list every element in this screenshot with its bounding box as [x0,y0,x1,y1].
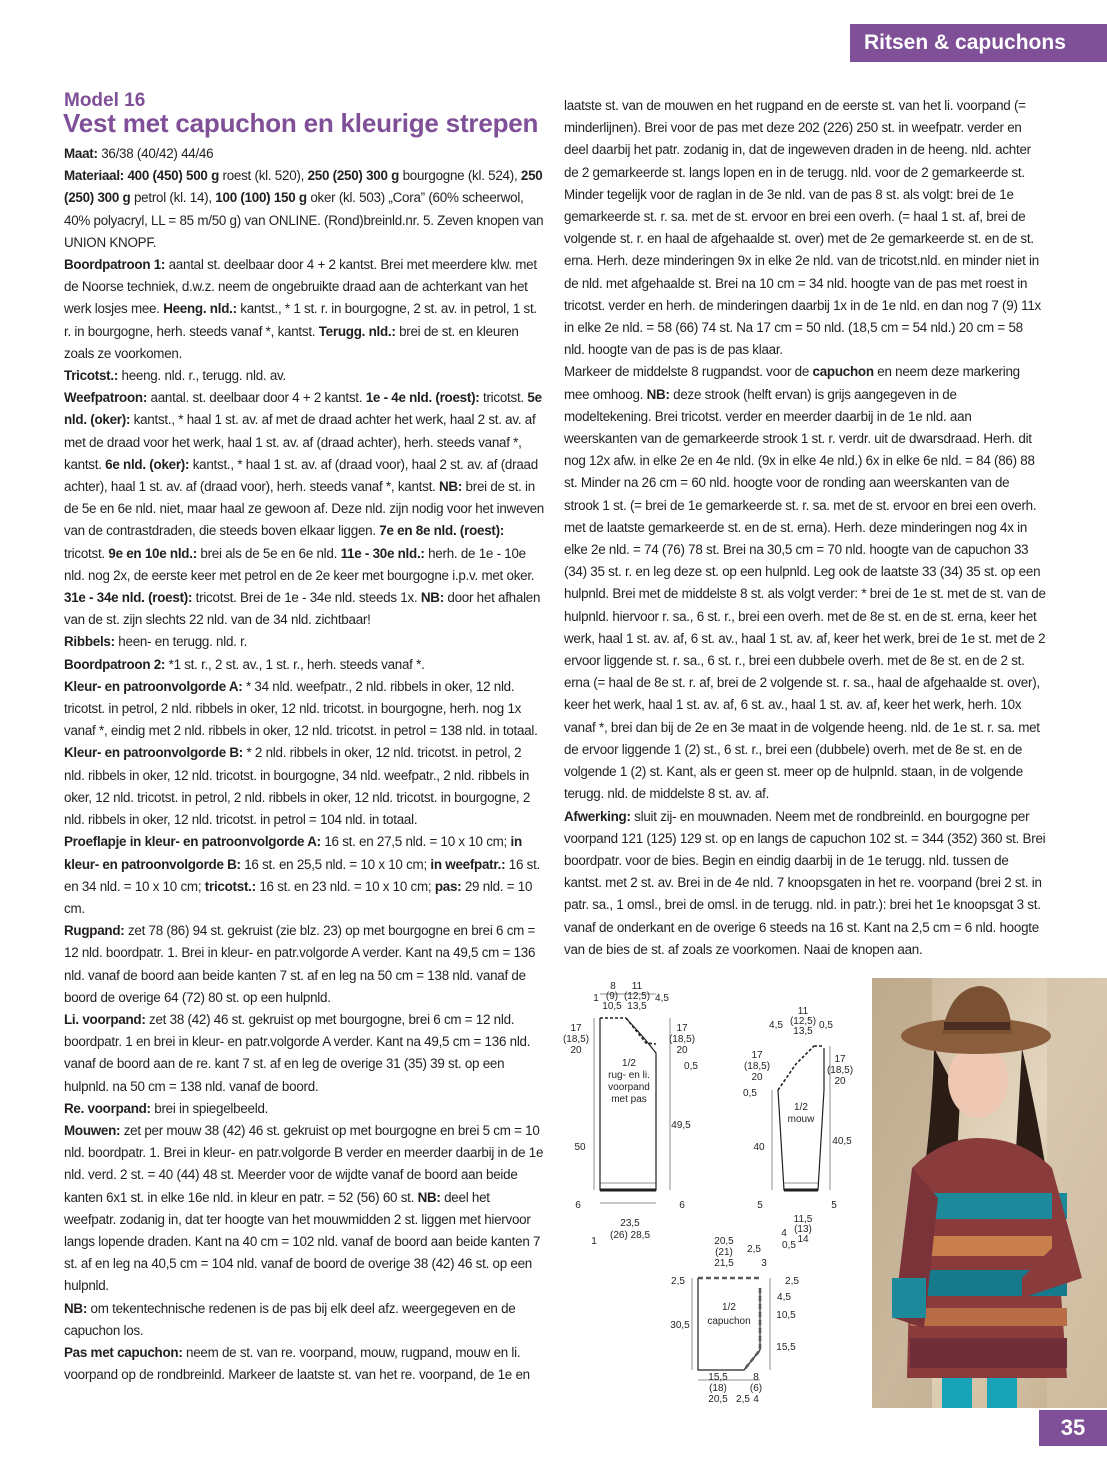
sleeve-top-2: (12,5) [789,1016,817,1027]
instruction-text: Markeer de middelste 8 rugpandst. voor de [564,364,813,380]
instruction-text: roest (kl. 520), [219,168,308,184]
term-heading: in weefpatr.: [430,856,506,872]
model-label: Model 16 [64,90,146,111]
term-heading: 1e - 4e nld. (roest): [365,390,480,406]
instruction-text: en neem deze markering mee omhoog. [564,364,1020,402]
instruction-text: 16 st. en 34 nld. = 10 x 10 cm; [64,856,541,894]
term-heading: 9e en 10e nld.: [108,545,197,561]
instruction-text: brei de st. in de 5e en 6e nld. niet, maar haal ze gewoon af. Deze nld. zijn nodig voor het inweven van de contrastdraden, die steeds boven elkaar liggen. [64,479,544,539]
front-top-2: (9) [605,991,619,1002]
hood-labels [670,1236,799,1405]
front-left-2: (18,5) [562,1034,590,1045]
term-heading: NB: [417,1189,441,1205]
hood-bottom-5: 8 [753,1372,759,1383]
hood-label-2: capuchon [707,1316,751,1327]
sleeve-top-3: 13,5 [793,1026,813,1037]
term-heading: 7e en 8e nld. (roest): [379,523,505,539]
hood-schematic [692,1278,770,1380]
instructions-column-right [564,95,1046,961]
instruction-text: kantst., * 1 st. r. in bourgogne, 2 st. av. in petrol, 1 st. r. in bourgogne, herh. steeds vanaf *, kantst. [64,301,537,339]
sleeve-top-1: 11 [797,1006,809,1017]
term-heading: Li. voorpand: [64,1011,146,1027]
instruction-text: brei de st. en kleuren zoals ze voorkomen. [64,323,519,361]
instruction-text: deel het weefpatr. zodanig in, dat ter hoogte van het mouwmidden 2 st. liggen met hiervoor langs lopende draden. Kant na 40 cm = 102 nld. vanaf de boord aan beide kanten 7 st. af en leg na 40,5 cm = 104 nld. vanaf de boord de overige 38 (42) 46 st. op een hulpnld. [64,1189,541,1294]
front-right-1: 17 [676,1023,688,1034]
instruction-text: heeng. nld. r., terugg. nld. av. [118,368,286,384]
instruction-text: 29 nld. = 10 cm. [64,878,533,916]
sleeve-right-2: (18,5) [826,1065,854,1076]
instruction-text: brei in spiegelbeeld. [150,1100,269,1116]
instructions-column-left [64,143,544,1386]
front-top-4: 11 [631,981,643,992]
hood-bottom-7: 4 [753,1394,759,1405]
colL-paragraph [64,1298,544,1342]
colL-paragraph [64,676,544,743]
front-labels [563,981,698,1247]
front-label-2: rug- en li. [608,1070,650,1081]
colL-paragraph [64,1120,544,1298]
instruction-text: tricotst. [479,390,528,406]
term-heading: Heeng. nld.: [163,301,237,317]
front-left-1: 17 [570,1023,582,1034]
sleeve-right-1: 17 [834,1054,846,1065]
instruction-text: petrol (kl. 14), [130,190,216,206]
sleeve-bottom-4: 4 [781,1228,787,1239]
term-heading: Mouwen: [64,1122,121,1138]
front-top-3: 10,5 [602,1001,622,1012]
colL-paragraph [64,631,544,653]
sleeve-left-3: 20 [751,1072,763,1083]
colL-paragraph [64,920,544,1009]
front-right-3: 20 [676,1045,688,1056]
instruction-text: 16 st. en 25,5 nld. = 10 x 10 cm; [240,856,431,872]
sleeve-top-4: 4,5 [769,1020,783,1031]
colL-paragraph [64,387,544,631]
term-heading: 250 (250) 300 g [64,168,543,206]
instruction-text: om tekentechnische redenen is de pas bij elk deel afz. weergegeven en de capuchon los. [64,1300,516,1338]
term-heading: NB: [64,1300,88,1316]
hood-right-2: 4,5 [777,1292,791,1303]
sleeve-right-3: 20 [834,1076,846,1087]
term-heading: NB: [646,386,670,402]
hood-left-2: 30,5 [670,1320,690,1331]
term-heading: Rugpand: [64,923,125,939]
hood-left-1: 2,5 [671,1276,685,1287]
colL-paragraph [64,654,544,676]
instruction-text: * 34 nld. weefpatr., 2 nld. ribbels in oker, 12 nld. tricotst. in petrol, 2 nld. ribbels in oker, 12 nld. tricotst. in bourgogne, herh. nog 1x vanaf *, eindig met 2 nld. ribbels in oker, 12 nld. tricotst. in petrol = 138 nld. in totaal. [64,678,538,739]
colL-paragraph [64,365,544,387]
instruction-text: neem de st. van re. voorpand, mouw, rugpand, mouw en li. voorpand op de rondbreinld. Markeer de laatste st. van het re. voorpand, de 1e en [64,1344,530,1383]
instruction-text: tricotst. Brei de 1e - 34e nld. steeds 1x. [192,590,421,606]
term-heading: Tricotst.: [64,368,119,384]
front-label-3: voorpand [608,1082,650,1093]
term-heading: 250 (250) 300 g [307,168,400,184]
colL-paragraph [64,831,544,920]
instruction-text: laatste st. van de mouwen en het rugpand en de eerste st. van het li. voorpand (= minderlijnen). Brei voor de pas met deze 202 (226) 250 st. in weefpatr. verder en deel daarbij het patr. zodanig in, dat de ingeweven draden in de heeng. nld. achter de 2 gemarkeerde st. langs lopen en in de terugg. nld. voor de 2 gemarkeerde st. Minder tegelijk voor de raglan in de 3e nld. van de pas 8 st. als volgt: brei de 1e gemarkeerde st. r. sa. met de st. ervoor en brei een overh. (= haal 1 st. af, brei de volgende st. r. en haal de afgehaalde st. over) met de 2e gemarkeerde st. en de st. erna. Herh. deze minderingen 9x in elke 2e nld. van de tricotst.nld. en minder niet in de nld. met afgehaalde st. Brei na 10 cm = 34 nld. hoogte van de pas met roest in tricotst. verder en herh. de minderingen daarbij 1x in de 1e nld. en dan nog 7 (9) 11x in elke 2e nld. = 58 (66) 74 st. Na 17 cm = 50 nld. (18,5 cm = 54 nld.) 20 cm = 58 nld. hoogte van de pas is de pas klaar. [564,98,1041,358]
front-top-6: 13,5 [627,1001,647,1012]
term-heading: 31e - 34e nld. (roest): [64,590,193,606]
term-heading: Materiaal: 400 (450) 500 g [64,168,220,184]
term-heading: Boordpatroon 1: [64,257,166,273]
term-heading: 5e nld. (oker): [64,390,542,428]
hood-top-1: 20,5 [714,1236,734,1247]
term-heading: capuchon [812,364,874,380]
colR-paragraph [564,361,1046,805]
term-heading: 6e nld. (oker): [105,456,190,472]
colL-paragraph [64,1098,544,1120]
front-left-4: 50 [574,1142,586,1153]
front-right-2: (18,5) [668,1034,696,1045]
hood-top-5: 3 [761,1258,767,1269]
page-number: 35 [1039,1410,1107,1446]
colL-paragraph [64,742,544,831]
colL-paragraph [64,143,544,165]
term-heading: Kleur- en patroonvolgorde A: [64,678,243,694]
instruction-text: zet 78 (86) 94 st. gekruist (zie blz. 23) op met bourgogne en brei 6 cm = 12 nld. boordpatr. 1. Brei in kleur- en patr.volgorde A verder. Kant na 49,5 cm = 136 nld. vanaf de boord aan beide kanten 7 st. af en leg na 50 cm = 138 nld. vanaf de boord de overige 64 (72) 80 st. op een hulpnld. [64,923,536,1005]
hood-right-1: 2,5 [785,1276,799,1287]
sleeve-left-2: (18,5) [743,1061,771,1072]
instruction-text: kantst., * haal 1 st. av. af met de draad achter het werk, haal 2 st. av. af met de draad voor het werk, haal 1 st. av. af (draad achter), herh. steeds vanaf *, kantst. [64,412,536,472]
sleeve-left-5: 40 [753,1142,765,1153]
front-left-5: 6 [575,1200,581,1211]
term-heading: Afwerking: [564,808,631,824]
term-heading: Boordpatroon 2: [64,656,166,672]
term-heading: Proeflapje in kleur- en patroonvolgorde A: [64,834,321,850]
hood-top-4: 2,5 [747,1244,761,1255]
sleeve-right-5: 5 [831,1200,837,1211]
hood-right-4: 15,5 [776,1342,796,1353]
sleeve-bottom-3: 14 [797,1234,809,1245]
sleeve-labels [743,1006,853,1251]
page-title: Vest met capuchon en kleurige strepen [63,108,539,138]
front-top-1: 8 [610,981,616,992]
instruction-text: aantal. st. deelbaar door 4 + 2 kantst. [147,390,366,406]
hood-top-2: (21) [715,1247,733,1258]
term-heading: Weefpatroon: [64,390,148,406]
front-bottom-3: 1 [591,1236,597,1247]
instruction-text: brei als de 5e en 6e nld. [196,545,341,561]
schematic-drawings [560,978,860,1408]
instruction-text: kantst., * haal 1 st. av. af (draad voor), haal 2 st. av. af (draad achter), haal 1 st. av. af (draad voor), herh. steeds vanaf *, kantst. [64,456,538,495]
term-heading: Pas met capuchon: [64,1344,183,1360]
sleeve-bottom-5: 0,5 [782,1240,796,1251]
sleeve-left-4: 0,5 [743,1088,757,1099]
instruction-text: *1 st. r., 2 st. av., 1 st. r., herh. steeds vanaf *. [165,656,425,672]
front-right-5: 49,5 [671,1120,691,1131]
colL-paragraph [64,254,544,365]
front-bottom-1: 23,5 [620,1218,640,1229]
term-heading: NB: [420,590,444,606]
hood-right-3: 10,5 [776,1310,796,1321]
hood-bottom-1: 15,5 [708,1372,728,1383]
front-label-1: 1/2 [622,1058,636,1069]
instruction-text: 36/38 (40/42) 44/46 [97,146,214,161]
instruction-text: zet 38 (42) 46 st. gekruist op met bourgogne, brei 6 cm = 12 nld. boordpatr. 1 en brei in kleur- en patr.volgorde A verder. Kant na 49,5 cm = 136 nld. vanaf de boord aan de re. kant 7 st. af en leg de overige 31 (35) 39 st. op een hulpnld. na 50 cm = 138 nld. vanaf de boord. [64,1011,531,1094]
instruction-text: bourgogne (kl. 524), [399,168,521,184]
hood-label-1: 1/2 [722,1302,736,1313]
term-heading: NB: [439,479,463,495]
term-heading: Maat: [64,146,98,161]
term-heading: 100 (100) 150 g [215,190,307,206]
instruction-text: sluit zij- en mouwnaden. Neem met de rondbreinld. en bourgogne per voorpand 121 (125) 129 st. op en langs de capuchon 102 st. = 344 (352) 360 st. Brei boordpatr. voor de bies. Begin en eindig daarbij in de 1e terugg. nld. tussen de kantst. met 2 st. av. Brei in de 4e nld. 7 knoopsgaten in het re. voorpand (brei 2 st. in patr. sa., 1 omsl., brei de omsl. in de terugg. nld. in patr.): brei het 1e knoopsgat 3 st. vanaf de onderkant en de overige 6 steeds na 16 st. Kant na 2,5 cm = 6 nld. hoogte van de bies de st. af zoals ze voorkomen. Naai de knopen aan. [564,808,1046,957]
colR-paragraph [564,95,1046,361]
colR-paragraph [564,806,1046,961]
sleeve-label-2: mouw [787,1114,815,1125]
instruction-text: herh. de 1e - 10e nld. nog 2x, de eerste keer met petrol en de 2e keer met bourgogne i.p.v. met oker. [64,545,535,583]
sleeve-right-4: 40,5 [832,1136,852,1147]
term-heading: Ribbels: [64,634,115,650]
sleeve-label-1: 1/2 [794,1102,808,1113]
sleeve-bottom-1: 11,5 [793,1214,813,1225]
section-tab: Ritsen & capuchons [850,24,1107,62]
sleeve-top-5: 0,5 [819,1020,833,1031]
colL-paragraph [64,1342,544,1386]
term-heading: Kleur- en patroonvolgorde B: [64,745,243,761]
front-right-4: 0,5 [684,1061,698,1072]
term-heading: Terugg. nld.: [318,323,396,339]
instruction-text: zet per mouw 38 (42) 46 st. gekruist op met bourgogne en brei 5 cm = 10 nld. boordpatr. 1. Brei in kleur- en patr.volgorde B verder en meerder daarbij in de 1e nld. verd. 2 st. = 40 (44) 48 st. Meerder voor de wijdte vanaf de boord aan beide kanten 6x1 st. in elke 16e nld. in kleur en patr. = 52 (56) 60 st. [64,1122,544,1205]
front-label-4: met pas [611,1094,647,1105]
instruction-text: oker (kl. 503) „Cora” (60% scheerwol, 40% polyacryl, LL = 85 m/50 g) van ONLINE. (Rond)breinld.nr. 5. Zeven knopen van UNION KNOPF. [64,190,544,250]
model-photo [872,978,1107,1408]
front-top-8: 1 [593,993,599,1004]
hood-top-3: 21,5 [714,1258,734,1269]
term-heading: Re. voorpand: [64,1100,151,1116]
term-heading: tricotst.: [204,878,256,894]
instruction-text: door het afhalen van de st. zijn slechts 22 nld. van de 34 nld. zichtbaar! [64,590,541,628]
hood-bottom-3: 20,5 [708,1394,728,1405]
instruction-text: tricotst. [64,545,109,561]
term-heading: in kleur- en patroonvolgorde B: [64,834,522,872]
front-bottom-2: (26) 28,5 [609,1230,651,1241]
instruction-text: aantal st. deelbaar door 4 + 2 kantst. Brei met meerdere klw. met de Noorse techniek, d.w.z. neem de ongebruikte draad aan de achterkant van het werk losjes mee. [64,257,537,317]
colL-paragraph [64,1009,544,1098]
hood-bottom-2: (18) [709,1383,727,1394]
term-heading: pas: [434,878,462,894]
sleeve-bottom-2: (13) [794,1224,812,1235]
term-heading: 11e - 30e nld.: [340,545,425,561]
front-top-7: 4,5 [655,993,669,1004]
hood-bottom-6: (6) [749,1383,763,1394]
hood-bottom-4: 2,5 [736,1394,750,1405]
sleeve-left-6: 5 [757,1200,763,1211]
front-top-5: (12,5) [623,991,651,1002]
sleeve-left-1: 17 [751,1050,763,1061]
colL-paragraph [64,165,544,254]
front-left-3: 20 [570,1045,582,1056]
instruction-text: deze strook (helft ervan) is grijs aangegeven in de modeltekening. Brei tricotst. verder en meerder daarbij in de 1e nld. aan weerskanten van de gemarkeerde strook 1 st. r. verdr. uit de dwarsdraad. Herh. dit nog 12x afw. in elke 2e en 4e nld. (9x in elke 4e nld.) 6x in elke 6e nld. = 84 (86) 88 st. Minder na 26 cm = 60 nld. hoogte voor de ronding aan weerskanten van de strook 1 st. (= brei de 1e gemarkeerde st. r. sa. met de st. ervoor en brei een overh. met de laatste gemarkeerde st. en de st. erna). Herh. deze minderingen nog 4x in elke 2e nld. = 74 (76) 78 st. Brei na 30,5 cm = 70 nld. hoogte van de capuchon 33 (34) 35 st. r. en leg deze st. op een hulpnld. Leg ook de laatste 33 (34) 35 st. op een hulpnld. Brei met de middelste 8 st. als volgt verder: * brei de 1e st. met de st. van de hulpnld. hiervoor r. sa., 6 st. r., brei een overh. met de 8e st. en de st. erna, keer het werk, haal 1 st. av. af, 6 st. av., haal 1 st. av. af, keer het werk, brei de 1e st. met de 2 ervoor liggende st. r. sa., 6 st. r., brei een dubbele overh. met de 8e st. en de 2 st. erna (= haal de 8e st. r. af, brei de 2 volgende st. r. sa., haal de afgehaalde st. over), keer het werk, haal 1 st. av. af, 6 st. av., haal 1 st. av. af, keer het werk, herh. 10x vanaf *, brei dan bij de 2e en 3e maat in de volgende heeng. nld. de 1e st. r. sa. met de ervoor liggende 1 (2) st., 6 st. r., brei een (dubbele) overh. met de 8e st. en de volgende 1 (2) st. Kant, als er geen st. meer op de hulpnld. staan, in de volgende terugg. nld. de middelste 8 st. av. af. [564,386,1046,802]
instruction-text: * 2 nld. ribbels in oker, 12 nld. tricotst. in petrol, 2 nld. ribbels in oker, 12 nld. tricotst. in bourgogne, 34 nld. weefpatr., 2 nld. ribbels in oker, 12 nld. tricotst. in petrol, 2 nld. ribbels in oker, 12 nld. tricotst. in bourgogne, 2 nld. ribbels in oker, 12 nld. tricotst. in petrol = 104 nld. in totaal. [64,745,531,828]
instruction-text: 16 st. en 27,5 nld. = 10 x 10 cm; [320,834,511,850]
instruction-text: heen- en terugg. nld. r. [114,634,248,650]
instruction-text: 16 st. en 23 nld. = 10 x 10 cm; [255,878,435,894]
front-right-6: 6 [679,1200,685,1211]
